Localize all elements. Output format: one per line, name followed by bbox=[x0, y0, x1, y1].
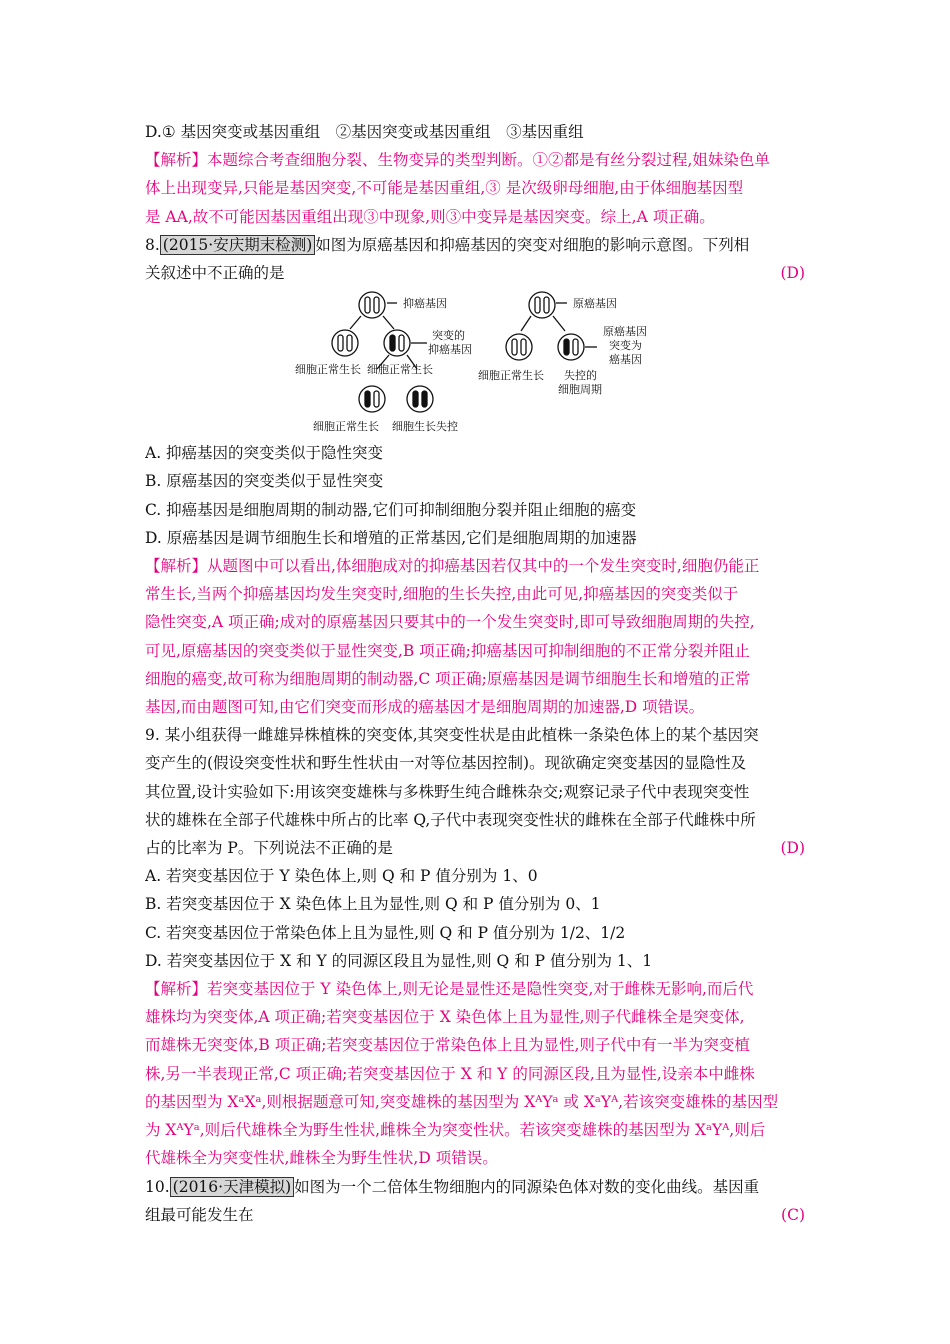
q9-analysis-genotype-2: 为 XᴬYᵃ,则后代雄株全为野生性状,雌株全为突变性状。若该突变雄株的基因型为 XᵃYᴬ,则后 bbox=[145, 1121, 766, 1140]
q9-option: C. 若突变基因位于常染色体上且为显性,则 Q 和 P 值分别为 1/2、1/2 bbox=[145, 923, 626, 942]
label-proto-oncogene: 原癌基因 bbox=[573, 297, 617, 311]
q9-analysis-line: 【解析】若突变基因位于 Y 染色体上,则无论是显性还是隐性突变,对于雌株无影响,而后代 bbox=[145, 980, 754, 999]
label-normal-growth-c: 细胞正常生长 bbox=[313, 420, 379, 434]
cell-icon bbox=[506, 334, 532, 360]
q9-stem-line: 其位置,设计实验如下:用该突变雄株与多株野生纯合雌株杂交;观察记录子代中表现突变性 bbox=[145, 782, 750, 801]
q8-stem-line-2 bbox=[145, 259, 805, 287]
q7-analysis-line: 【解析】本题综合考查细胞分裂、生物变异的类型判断。①②都是有丝分裂过程,姐妹染色单 bbox=[145, 151, 770, 170]
cell-icon bbox=[359, 292, 385, 318]
q10-answer: (C) bbox=[781, 1205, 805, 1224]
cell-icon bbox=[332, 330, 358, 356]
q9-stem-line: 变产生的(假设突变性状和野生性状由一对等位基因控制)。现欲确定突变基因的显隐性及 bbox=[145, 754, 747, 773]
document-page bbox=[145, 118, 805, 1229]
q10-stem-line-2 bbox=[145, 1201, 805, 1229]
oncogene-diagram bbox=[145, 289, 805, 437]
q9-analysis-last: 代雄株全为突变性状,雌株全为野生性状,D 项错误。 bbox=[145, 1149, 498, 1168]
q8-stem-text-2: 关叙述中不正确的是 bbox=[145, 264, 285, 283]
q9-analysis-line: 株,另一半表现正常,C 项正确;若突变基因位于 X 和 Y 的同源区段,且为显性,设亲本中雌株 bbox=[145, 1064, 755, 1083]
q8-source-tag: (2015·安庆期末检测) bbox=[160, 235, 315, 255]
label-oncogene: 癌基因 bbox=[609, 353, 642, 367]
label-mutated-2: 抑癌基因 bbox=[428, 343, 472, 357]
q9-option: D. 若突变基因位于 X 和 Y 的同源区段且为显性,则 Q 和 P 值分别为 1、1 bbox=[145, 951, 653, 970]
q8-analysis-line: 隐性突变,A 项正确;成对的原癌基因只要其中的一个发生突变时,即可导致细胞周期的失控, bbox=[145, 613, 755, 632]
q9-analysis-line: 而雄株无突变体,B 项正确;若突变基因位于常染色体上且为显性,则子代中有一半为突变植 bbox=[145, 1036, 750, 1055]
label-out-of-control: 失控的 bbox=[564, 369, 597, 383]
cell-icon bbox=[384, 330, 410, 356]
q9-stem-last-row bbox=[145, 834, 805, 862]
label-normal-growth-b: 细胞正常生长 bbox=[367, 363, 433, 377]
cell-icon bbox=[529, 292, 555, 318]
q10-stem-text-2: 组最可能发生在 bbox=[145, 1205, 254, 1224]
q8-option: B. 原癌基因的突变类似于显性突变 bbox=[145, 472, 384, 491]
cell-icon bbox=[359, 386, 385, 412]
label-mutated-1: 突变的 bbox=[432, 329, 465, 343]
q8-number: 8. bbox=[145, 235, 160, 254]
cell-icon bbox=[558, 334, 584, 360]
q9-answer: (D) bbox=[780, 839, 805, 858]
q9-stem-last: 占的比率为 P。下列说法不正确的是 bbox=[145, 839, 393, 858]
label-normal-growth-d: 细胞正常生长 bbox=[478, 369, 544, 383]
q8-stem-text: 如图为原癌基因和抑癌基因的突变对细胞的影响示意图。下列相 bbox=[315, 235, 750, 254]
q8-option: C. 抑癌基因是细胞周期的制动器,它们可抑制细胞分裂并阻止细胞的癌变 bbox=[145, 500, 637, 519]
q9-analysis-genotype-1: 的基因型为 XᵃXᵃ,则根据题意可知,突变雄株的基因型为 XᴬYᵃ 或 XᵃYᴬ,若该突变雄株的基因型 bbox=[145, 1092, 779, 1111]
label-cell-cycle: 细胞周期 bbox=[558, 383, 602, 397]
q7-analysis-line: 是 AA,故不可能因基因重组出现③中现象,则③中变异是基因突变。综上,A 项正确。 bbox=[145, 207, 715, 226]
cell-icon bbox=[407, 386, 433, 412]
q9-option: B. 若突变基因位于 X 染色体上且为显性,则 Q 和 P 值分别为 0、1 bbox=[145, 895, 601, 914]
label-proto-oncogene-2: 原癌基因 bbox=[603, 325, 647, 339]
q8-answer: (D) bbox=[780, 264, 805, 283]
q8-analysis-line: 细胞的癌变,故可称为细胞周期的制动器,C 项正确;原癌基因是调节细胞生长和增殖的正常 bbox=[145, 669, 751, 688]
q9-analysis-line: 雄株均为突变体,A 项正确;若突变基因位于 X 染色体上且为显性,则子代雌株全是突变体, bbox=[145, 1008, 745, 1027]
q10-source-tag: (2016·天津模拟) bbox=[170, 1177, 294, 1197]
q9-stem-line: 9. 某小组获得一雌雄异株植株的突变体,其突变性状是由此植株一条染色体上的某个基因突 bbox=[145, 726, 759, 745]
q8-figure bbox=[145, 289, 805, 437]
q8-option: D. 原癌基因是调节细胞生长和增殖的正常基因,它们是细胞周期的加速器 bbox=[145, 528, 637, 547]
q10-stem-text: 如图为一个二倍体生物细胞内的同源染色体对数的变化曲线。基因重 bbox=[294, 1177, 760, 1196]
q8-option: A. 抑癌基因的突变类似于隐性突变 bbox=[145, 444, 384, 463]
q7-option-d: D.① 基因突变或基因重组 ②基因突变或基因重组 ③基因重组 bbox=[145, 123, 584, 141]
label-tumor-suppressor: 抑癌基因 bbox=[403, 297, 447, 311]
q9-stem-line: 状的雄株在全部子代雄株中所占的比率 Q,子代中表现突变性状的雌株在全部子代雌株中所 bbox=[145, 810, 756, 829]
q8-analysis-line: 【解析】从题图中可以看出,体细胞成对的抑癌基因若仅其中的一个发生突变时,细胞仍能正 bbox=[145, 557, 760, 576]
label-growth-out-of-control: 细胞生长失控 bbox=[392, 420, 458, 434]
q9-option: A. 若突变基因位于 Y 染色体上,则 Q 和 P 值分别为 1、0 bbox=[145, 867, 538, 886]
q10-number: 10. bbox=[145, 1177, 170, 1196]
label-mutates-to: 突变为 bbox=[609, 339, 642, 353]
q8-analysis-line: 基因,而由题图可知,由它们突变而形成的癌基因才是细胞周期的加速器,D 项错误。 bbox=[145, 698, 705, 717]
q7-analysis-line: 体上出现变异,只能是基因突变,不可能是基因重组,③ 是次级卵母细胞,由于体细胞基因型 bbox=[145, 179, 744, 198]
q8-stem-line-1 bbox=[145, 231, 805, 259]
q8-analysis-line: 可见,原癌基因的突变类似于显性突变,B 项正确;抑癌基因可抑制细胞的不正常分裂并阻止 bbox=[145, 641, 750, 660]
q8-analysis-line: 常生长,当两个抑癌基因均发生突变时,细胞的生长失控,由此可见,抑癌基因的突变类似于 bbox=[145, 585, 739, 604]
label-normal-growth-a: 细胞正常生长 bbox=[295, 363, 361, 377]
q10-stem-line-1 bbox=[145, 1173, 805, 1201]
